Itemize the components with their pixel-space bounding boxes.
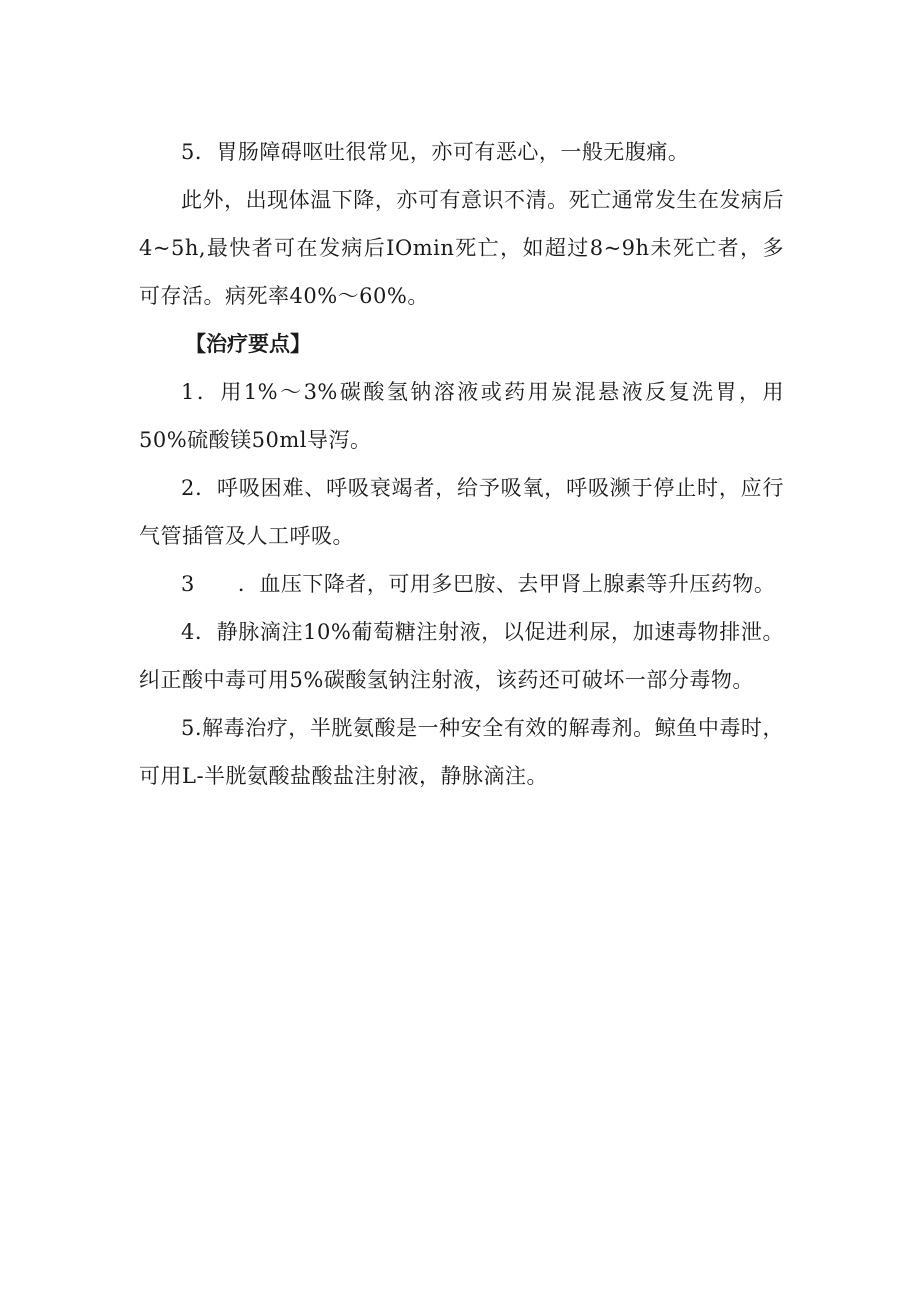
treatment-point-5: 5.解毒治疗，半胱氨酸是一种安全有效的解毒剂。鲸鱼中毒时，可用L-半胱氨酸盐酸盐注射液，静脉滴注。 bbox=[139, 716, 784, 788]
treatment-point-4: 4．静脉滴注10%葡萄糖注射液，以促进利尿，加速毒物排泄。纠正酸中毒可用5%碳酸氢钠注射液，该药还可破坏一部分毒物。 bbox=[139, 620, 784, 692]
treatment-point-3: 3 ．血压下降者，可用多巴胺、去甲肾上腺素等升压药物。 bbox=[181, 572, 776, 596]
treatment-point-1: 1．用1%～3%碳酸氢钠溶液或药用炭混悬液反复洗胃，用50%硫酸镁50ml导泻。 bbox=[139, 380, 784, 452]
section-heading: 【治疗要点】 bbox=[185, 331, 311, 356]
paragraph-prognosis: 此外，出现体温下降，亦可有意识不清。死亡通常发生在发病后4~5h,最快者可在发病后IOmin死亡，如超过8~9h未死亡者，多可存活。病死率40%～60%。 bbox=[139, 188, 784, 308]
paragraph-symptom-5: 5．胃肠障碍呕吐很常见，亦可有恶心，一般无腹痛。 bbox=[181, 140, 690, 164]
document-page bbox=[139, 128, 784, 800]
treatment-point-2: 2．呼吸困难、呼吸衰竭者，给予吸氧，呼吸濒于停止时，应行气管插管及人工呼吸。 bbox=[139, 476, 784, 548]
